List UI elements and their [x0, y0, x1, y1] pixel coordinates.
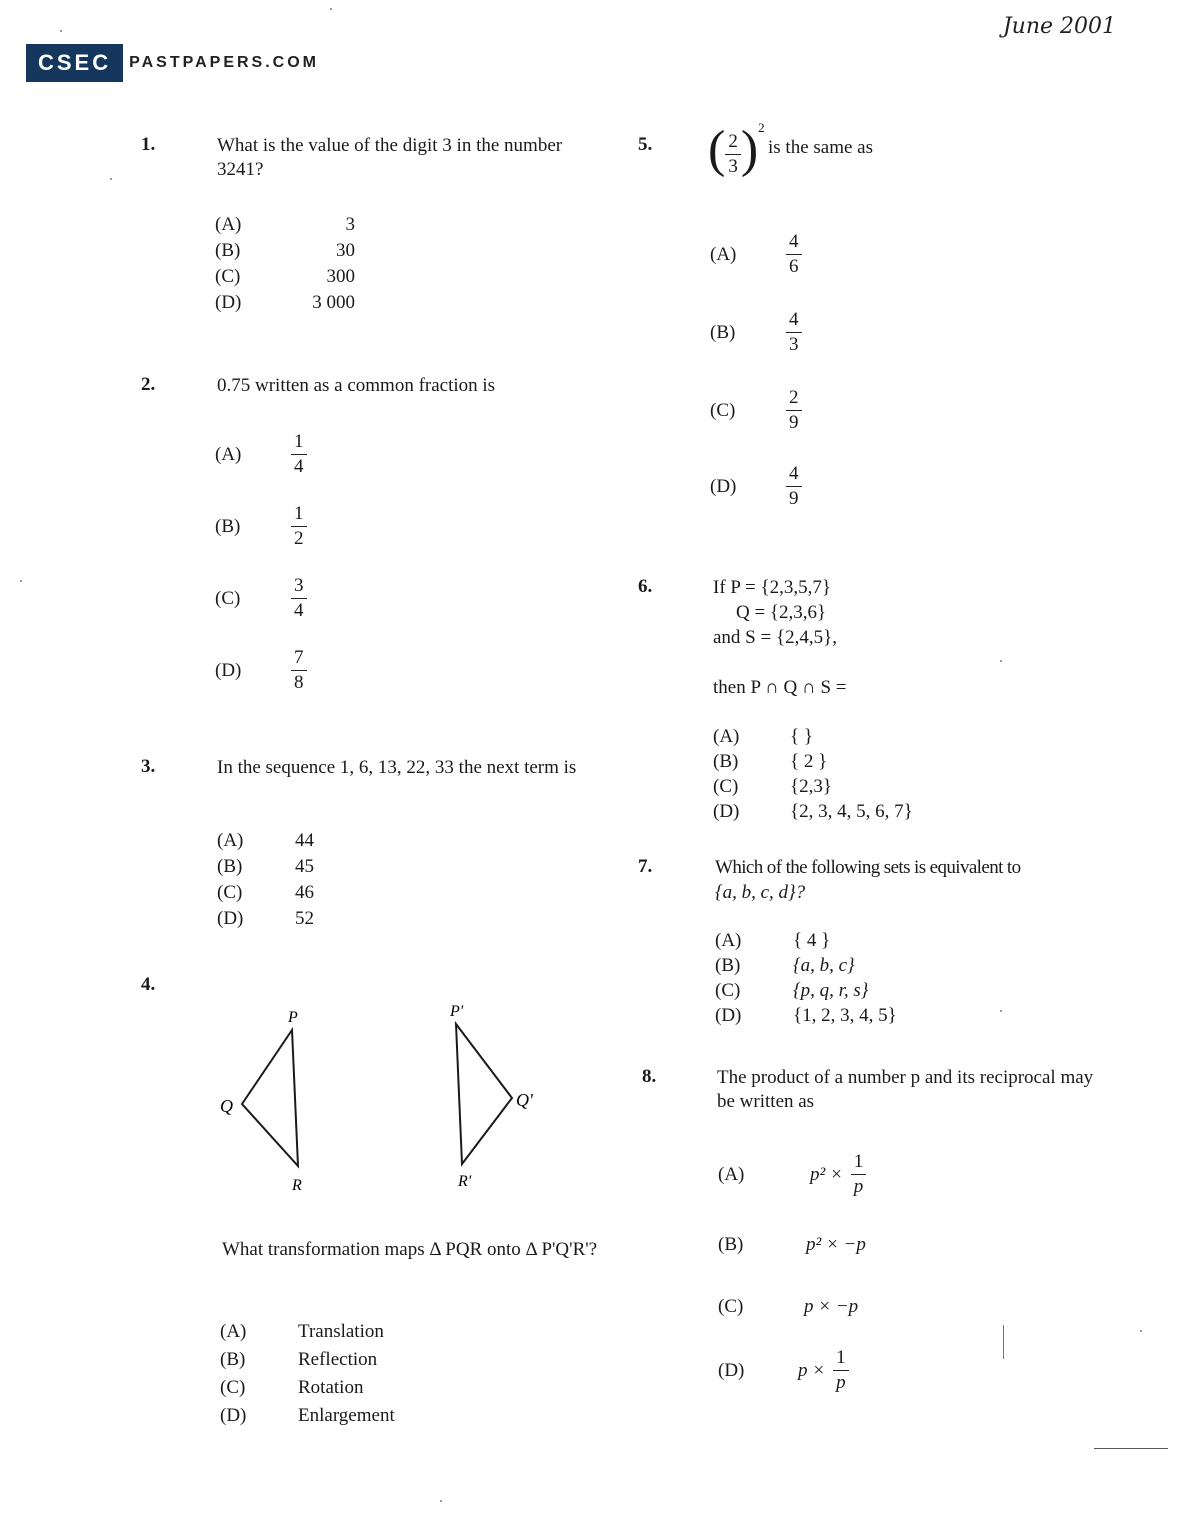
q6-line-2: Q = {2,3,6}: [736, 602, 827, 623]
q1-option-a[interactable]: [215, 212, 355, 238]
fraction-numerator: 1: [851, 1152, 867, 1175]
option-value: Enlargement: [298, 1405, 395, 1426]
option-label: (D): [217, 908, 244, 929]
q3-option-b[interactable]: [217, 854, 314, 880]
option-label: (A): [220, 1321, 247, 1342]
q8-number: 8.: [642, 1066, 657, 1087]
csec-logo: [26, 44, 319, 82]
option-expression: p × −p: [804, 1296, 859, 1317]
q3-text: In the sequence 1, 6, 13, 22, 33 the next term is: [217, 757, 577, 778]
option-label: (C): [713, 776, 739, 797]
option-label: (B): [215, 240, 241, 261]
q6-line-4: then P ∩ Q ∩ S =: [713, 677, 847, 698]
fraction-numerator: 4: [786, 232, 802, 255]
fraction-denominator: 8: [294, 672, 304, 693]
option-value: { 2 }: [790, 751, 828, 772]
option-label: (B): [215, 515, 241, 537]
option-value: 52: [295, 908, 314, 929]
q7-option-c[interactable]: [715, 978, 897, 1003]
fraction: [291, 576, 307, 621]
q3-option-d[interactable]: [217, 906, 314, 932]
option-label: (C): [718, 1296, 744, 1317]
fraction-denominator: 4: [294, 600, 304, 621]
option-value: Rotation: [298, 1377, 364, 1398]
q4-option-b[interactable]: [220, 1346, 395, 1374]
option-expression: p² × −p: [806, 1234, 866, 1255]
option-value: 46: [295, 882, 314, 903]
q8-option-a[interactable]: [718, 1152, 866, 1197]
option-label: (A): [215, 214, 242, 235]
fraction-denominator: 3: [789, 334, 799, 355]
option-label: (D): [710, 475, 737, 497]
option-value: { 4 }: [793, 930, 831, 951]
q5-option-b[interactable]: [710, 310, 802, 355]
option-label: (A): [713, 726, 740, 747]
exponent: 2: [758, 120, 765, 135]
q4-options: [220, 1318, 395, 1430]
fraction-numerator: 2: [725, 132, 741, 155]
q1-option-d[interactable]: [215, 290, 355, 316]
q1-option-b[interactable]: [215, 238, 355, 264]
q8-option-d[interactable]: [718, 1348, 849, 1393]
option-value: {2,3}: [790, 776, 832, 797]
option-label: (C): [715, 980, 741, 1001]
fraction: [291, 504, 307, 549]
fraction: [786, 310, 802, 355]
option-value: Translation: [298, 1321, 384, 1342]
fraction: [291, 432, 307, 477]
option-label: (D): [215, 659, 242, 681]
fraction-denominator: 6: [789, 256, 799, 277]
label-r: R: [292, 1177, 302, 1194]
q1-options: [215, 212, 355, 316]
q3-option-a[interactable]: [217, 828, 314, 854]
fraction-denominator: p: [836, 1372, 846, 1393]
logo-box: CSEC: [26, 44, 123, 82]
fraction-numerator: 1: [291, 432, 307, 455]
option-label: (C): [215, 266, 241, 287]
q4-option-c[interactable]: [220, 1374, 395, 1402]
triangle-pqr-image: [456, 1024, 512, 1164]
option-value: 3: [345, 214, 355, 235]
q4-option-a[interactable]: [220, 1318, 395, 1346]
option-label: (B): [710, 321, 736, 343]
q6-option-d[interactable]: [713, 799, 913, 824]
paren-close: ): [740, 121, 759, 178]
q2-text: 0.75 written as a common fraction is: [217, 375, 496, 396]
q6-line-1: If P = {2,3,5,7}: [713, 577, 831, 598]
q7-option-b[interactable]: [715, 953, 897, 978]
q5-option-a[interactable]: [710, 232, 802, 277]
q1-option-c[interactable]: [215, 264, 355, 290]
q6-option-a[interactable]: [713, 724, 913, 749]
option-label: (C): [710, 399, 736, 421]
option-expression: p ×: [798, 1359, 826, 1381]
option-value: {p, q, r, s}: [793, 980, 869, 1001]
paren-open: (: [708, 121, 726, 178]
option-label: (C): [220, 1377, 246, 1398]
fraction: [786, 388, 802, 433]
fraction-numerator: 2: [786, 388, 802, 411]
option-value: 44: [295, 830, 314, 851]
q3-options: [217, 828, 314, 932]
option-label: (B): [713, 751, 739, 772]
fraction-denominator: p: [853, 1176, 864, 1197]
fraction-denominator: 9: [789, 412, 799, 433]
fraction: [833, 1348, 849, 1393]
option-value: 30: [336, 240, 355, 261]
fraction-denominator: 9: [789, 488, 799, 509]
q3-option-c[interactable]: [217, 880, 314, 906]
q5-text: is the same as: [768, 137, 874, 158]
fraction: [786, 232, 802, 277]
label-q: Q: [220, 1096, 233, 1116]
fraction-denominator: 3: [728, 156, 738, 177]
triangles-diagram: [200, 1000, 560, 1200]
q4-option-d[interactable]: [220, 1402, 395, 1430]
option-value: { }: [790, 726, 813, 747]
q2-option-c[interactable]: [215, 576, 307, 621]
q8-option-c[interactable]: [718, 1296, 858, 1318]
option-label: (A): [217, 830, 244, 851]
q5-expression: [708, 120, 765, 180]
option-label: (D): [718, 1359, 745, 1381]
fraction: [725, 132, 741, 177]
q7-options: [715, 928, 897, 1028]
q7-option-a[interactable]: [715, 928, 897, 953]
option-value: 3 000: [312, 292, 355, 313]
q6-option-b[interactable]: [713, 749, 913, 774]
option-label: (A): [710, 243, 737, 265]
q1-text: What is the value of the digit 3 in the number 3241?: [217, 135, 563, 180]
option-expression: p² ×: [810, 1163, 843, 1185]
option-label: (B): [220, 1349, 246, 1370]
q2-option-d[interactable]: [215, 648, 307, 693]
option-value: Reflection: [298, 1349, 378, 1370]
option-label: (D): [713, 801, 740, 822]
fraction-numerator: 7: [291, 648, 307, 671]
option-label: (B): [715, 955, 741, 976]
option-value: {2, 3, 4, 5, 6, 7}: [790, 801, 913, 822]
fraction-numerator: 3: [291, 576, 307, 599]
label-p: P: [288, 1009, 298, 1026]
q6-number: 6.: [638, 576, 653, 597]
q5-option-d[interactable]: [710, 464, 802, 509]
q7-text-line-1: Which of the following sets is equivalent to: [715, 857, 1021, 878]
option-label: (C): [215, 587, 241, 609]
q4-number: 4.: [141, 974, 156, 995]
fraction-numerator: 4: [786, 464, 802, 487]
fraction-numerator: 4: [786, 310, 802, 333]
q7-option-d[interactable]: [715, 1003, 897, 1028]
q3-number: 3.: [141, 756, 156, 777]
option-label: (C): [217, 882, 243, 903]
fraction-denominator: 4: [294, 456, 304, 477]
q1-number: 1.: [141, 134, 156, 155]
fraction: [786, 464, 802, 509]
q2-number: 2.: [141, 374, 156, 395]
option-value: 300: [326, 266, 355, 287]
q2-option-b[interactable]: [215, 504, 307, 549]
q8-option-b[interactable]: [718, 1234, 866, 1256]
q7-text-line-2: {a, b, c, d}?: [715, 882, 806, 903]
q2-option-a[interactable]: [215, 432, 307, 477]
fraction: [291, 648, 307, 693]
option-value: {a, b, c}: [793, 955, 855, 976]
q4-text: What transformation maps Δ PQR onto Δ P'Q'R'?: [222, 1239, 598, 1260]
label-p-prime: P': [450, 1003, 464, 1020]
triangle-pqr: [242, 1030, 298, 1166]
option-label: (A): [718, 1163, 745, 1185]
fraction: [851, 1152, 867, 1197]
option-label: (B): [718, 1234, 744, 1255]
q6-option-c[interactable]: [713, 774, 913, 799]
option-label: (B): [217, 856, 243, 877]
logo-text: PASTPAPERS.COM: [129, 54, 319, 71]
option-label: (D): [220, 1405, 247, 1426]
option-label: (A): [715, 930, 742, 951]
fraction-denominator: 2: [294, 528, 304, 549]
option-value: 45: [295, 856, 314, 877]
label-r-prime: R': [458, 1173, 472, 1190]
option-value: {1, 2, 3, 4, 5}: [793, 1005, 897, 1026]
label-q-prime: Q': [516, 1090, 533, 1110]
exam-date: June 2001: [1002, 14, 1116, 39]
option-label: (D): [215, 292, 242, 313]
q7-number: 7.: [638, 856, 653, 877]
q8-text: The product of a number p and its reciprocal may be written as: [717, 1067, 1094, 1112]
option-label: (D): [715, 1005, 742, 1026]
q5-option-c[interactable]: [710, 388, 802, 433]
q6-line-3: and S = {2,4,5},: [713, 627, 837, 648]
option-label: (A): [215, 443, 242, 465]
q5-number: 5.: [638, 134, 653, 155]
fraction-numerator: 1: [833, 1348, 849, 1371]
fraction-numerator: 1: [291, 504, 307, 527]
q6-options: [713, 724, 913, 824]
